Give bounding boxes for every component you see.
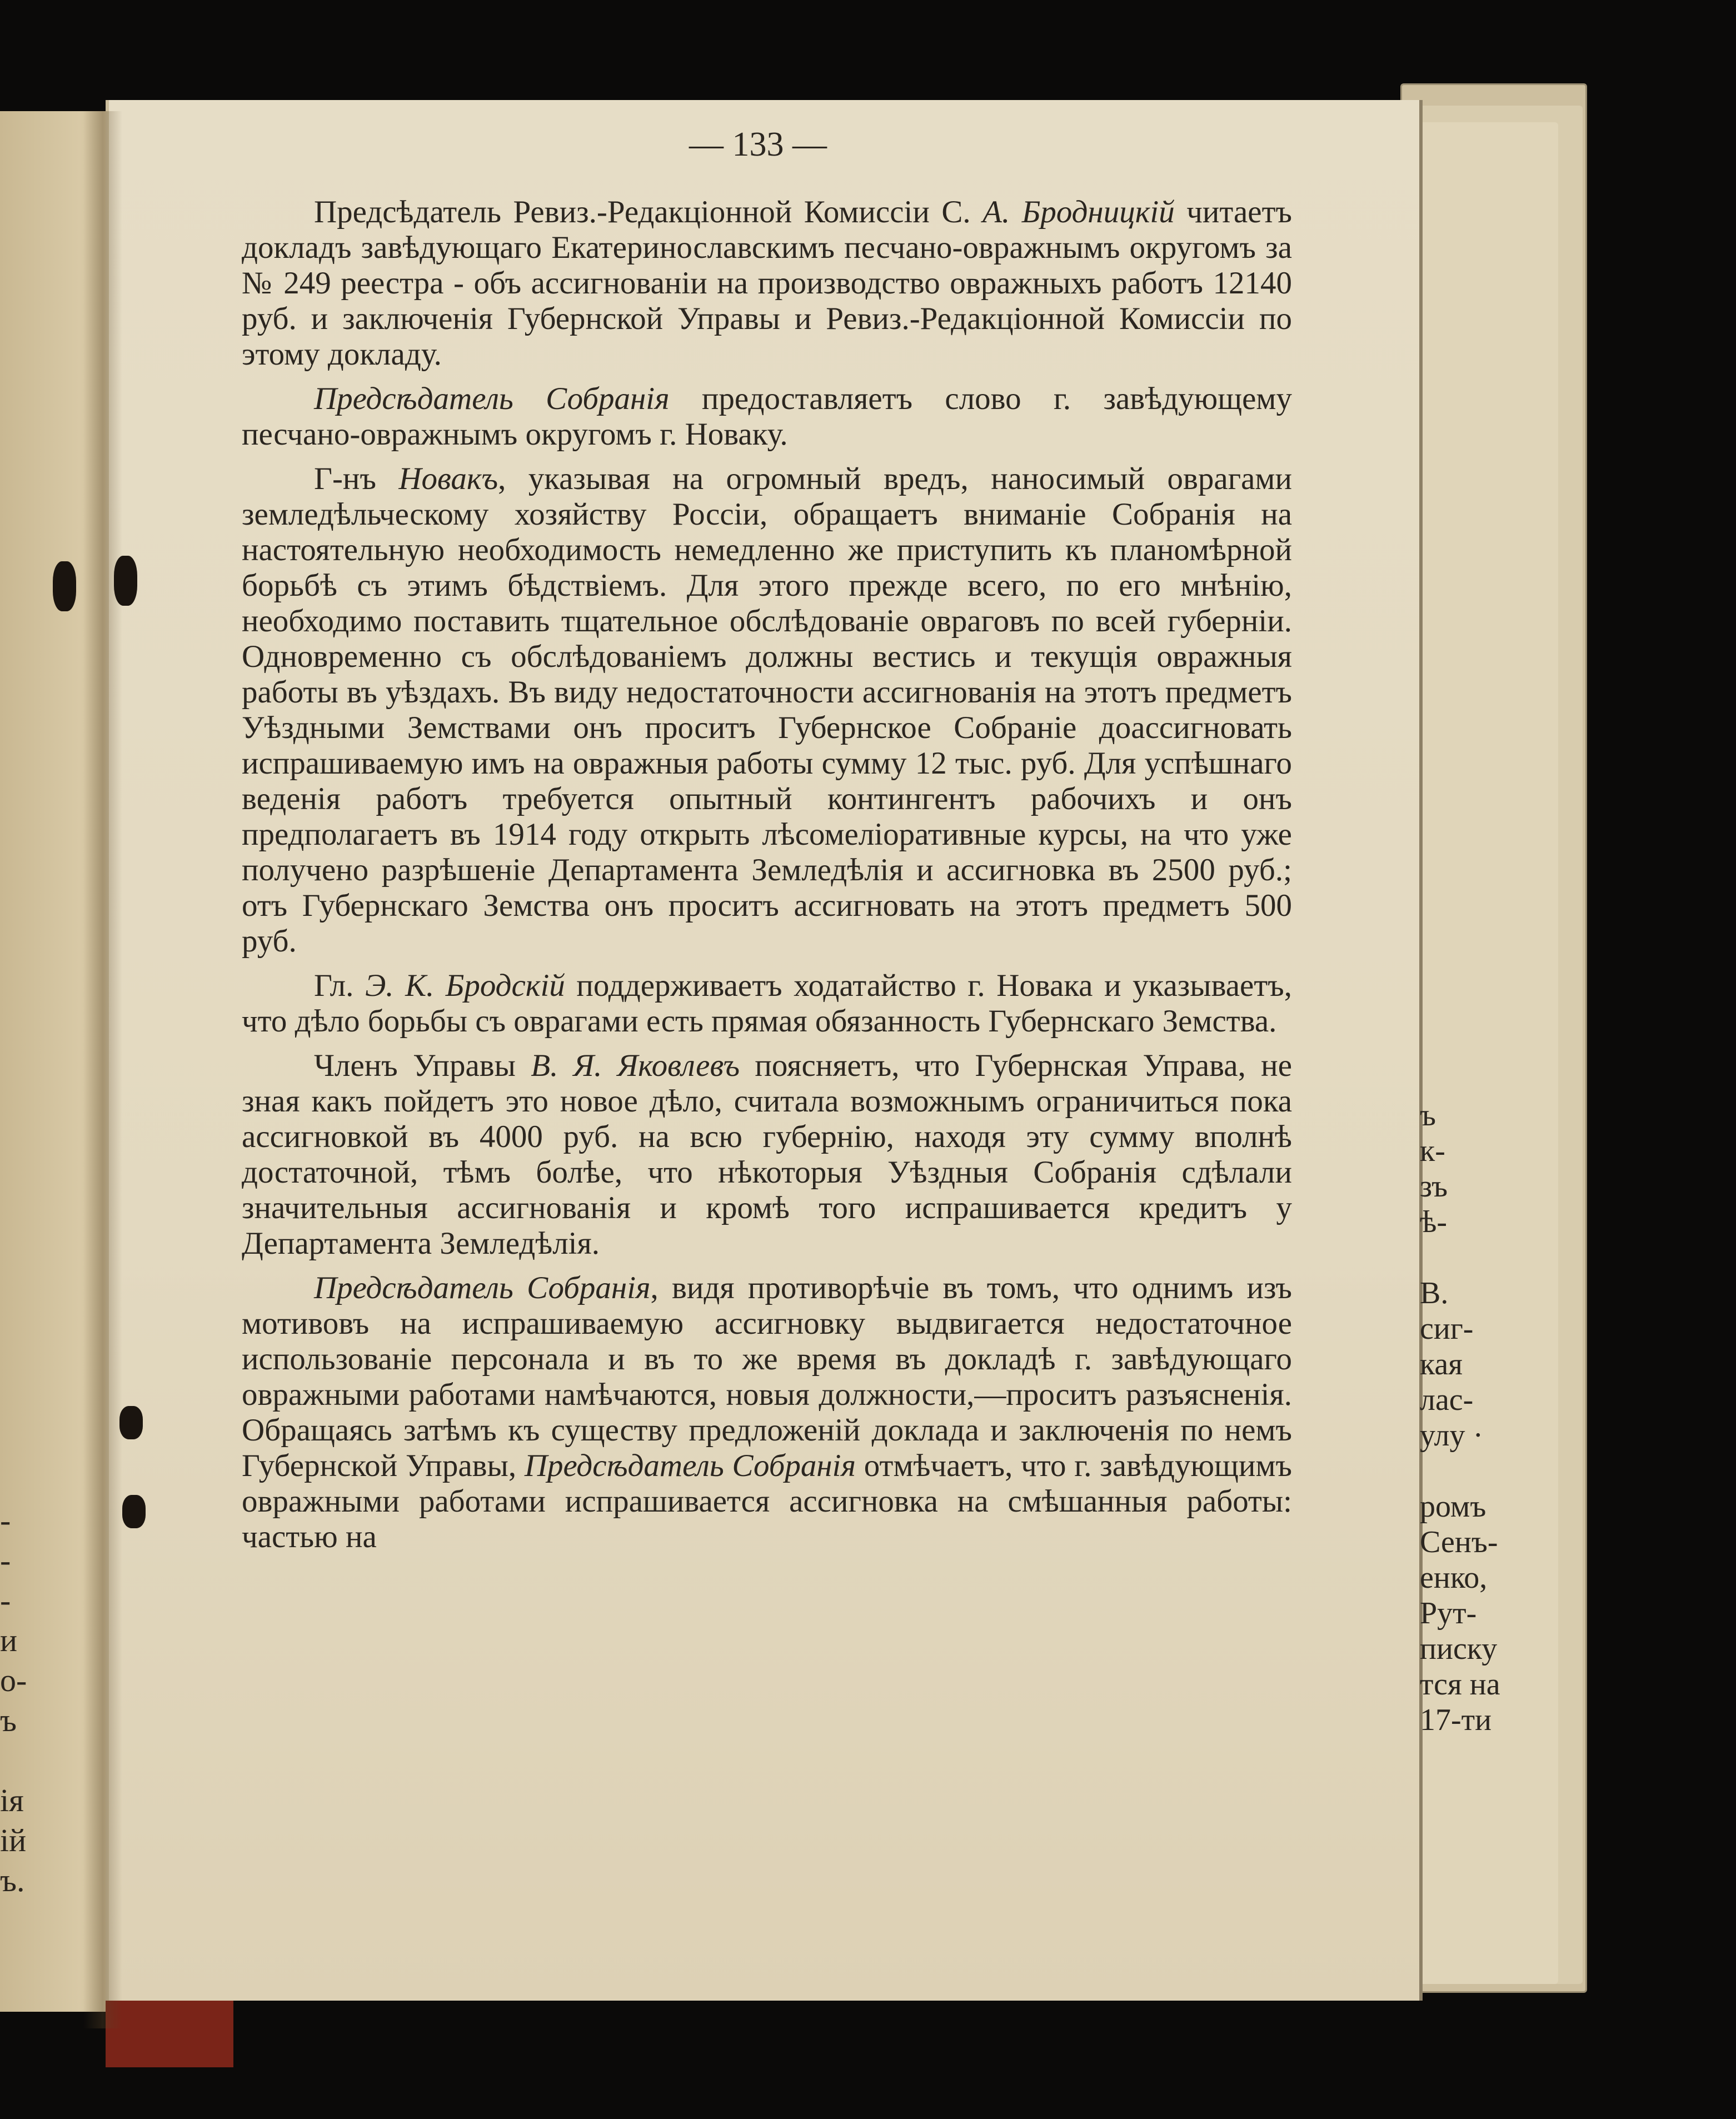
- text-run: поддерживаетъ ходатайство г. Новака и указываетъ, что дѣло борьбы съ оврагами есть прямая обязанность Губернскаго Земства.: [242, 968, 1292, 1039]
- left-page-fragment: и: [0, 1622, 18, 1658]
- right-page-fragment: зъ: [1420, 1169, 1448, 1204]
- italic-name: Предсѣдатель Собранія: [314, 1270, 651, 1305]
- paragraph: [242, 968, 1292, 1039]
- text-run: Гл.: [314, 968, 365, 1003]
- right-page-fragment: сиг-: [1420, 1312, 1474, 1346]
- paragraph: [242, 461, 1292, 959]
- left-page-fragment: ъ: [0, 1702, 17, 1738]
- binding-hole: [53, 561, 76, 611]
- left-page-fragment: -: [0, 1542, 11, 1578]
- paragraph: [242, 1048, 1292, 1262]
- paragraph: [242, 1270, 1292, 1555]
- text-run: поясняетъ, что Губернская Управа, не зная какъ пойдетъ это новое дѣло, считала возможнымъ ограничиться пока ассигновкой въ 4000 руб. на всю губернію, находя эту сумму вполнѣ достаточной, тѣмъ болѣе, что нѣкоторыя Уѣздныя Собранія сдѣлали значительныя ассигнованія и кромѣ того испрашивается кредитъ у Департамента Земледѣлія.: [242, 1048, 1292, 1261]
- left-page-fragment: о-: [0, 1662, 27, 1698]
- paragraph: [242, 195, 1292, 372]
- page-number: — 133 —: [689, 126, 827, 163]
- text-run: Предсѣдатель Ревиз.-Редакціонной Комиссіи С.: [314, 195, 983, 230]
- left-page-fragment: [0, 1741, 44, 1781]
- binding-hole: [114, 556, 137, 606]
- text-run: отмѣчаетъ, что г. завѣдующимъ овражными работами испрашивается ассигновка на смѣшанныя работы: частью на: [242, 1448, 1292, 1554]
- text-run: предоставляетъ слово г. завѣдующему песчано-овражнымъ округомъ г. Новаку.: [242, 381, 1292, 452]
- right-page-fragment: тся на: [1420, 1667, 1500, 1702]
- italic-name: В. Я. Яковлевъ: [531, 1048, 740, 1083]
- right-page-fragment: к-: [1420, 1134, 1445, 1168]
- right-page-fragment: [1420, 1453, 1542, 1489]
- right-page-fragment: [1420, 1240, 1542, 1275]
- left-page-fragments: [0, 1500, 44, 1901]
- text-run: , указывая на огромный вредъ, наносимый оврагами земледѣльческому хозяйству Россіи, обращаетъ вниманіе Собранія на настоятельную необходимость немедленно же приступить къ планомѣрной борьбѣ съ этимъ бѣдствіемъ. Для этого прежде всего, по его мнѣнію, необходимо поставить тщательное обслѣдованіе овраговъ по всей губерніи. Одновременно съ обслѣдованіемъ должны вестись и текущія овражныя работы въ уѣздахъ. Въ виду недостаточности ассигнованія на этотъ предметъ Уѣздными Земствами онъ проситъ Губернское Собраніе доассигновать испрашиваемую имъ на овражныя работы сумму 12 тыс. руб. Для успѣшнаго веденія работъ требуется опытный контингентъ рабочихъ и онъ предполагаетъ въ 1914 году открыть лѣсомеліоративные курсы, на что уже получено разрѣшеніе Департамента Земледѣлія и ассигновка въ 2500 руб.; отъ Губернскаго Земства онъ проситъ ассигновать на этотъ предметъ 500 руб.: [242, 461, 1292, 959]
- italic-name: Предсѣдатель Собранія: [524, 1448, 856, 1483]
- left-page-fragment: -: [0, 1502, 11, 1538]
- right-page-fragment: В.: [1420, 1276, 1449, 1310]
- italic-name: Предсѣдатель Собранія: [314, 381, 670, 416]
- text-run: , видя противорѣчіе въ томъ, что однимъ изъ мотивовъ на испрашиваемую ассигновку выдвигается недостаточное использованіе персонала и въ то же время въ докладѣ г. завѣдующаго овражными работами намѣчаются, новыя должности,—проситъ разъясненія. Обращаясь затѣмъ къ существу предложеній доклада и заключенія по немъ Губернской Управы,: [242, 1270, 1292, 1483]
- book-binding: [83, 111, 122, 2028]
- left-page-fragment: ія: [0, 1782, 24, 1818]
- right-page-fragment: ъ: [1420, 1098, 1436, 1133]
- text-run: читаетъ докладъ завѣдующаго Екатеринославскимъ песчано-овражнымъ округомъ за № 249 реестра - объ ассигнованіи на производство овражныхъ работъ 12140 руб. и заключенія Губернской Управы и Ревиз.-Редакціонной Комиссіи по этому докладу.: [242, 195, 1292, 372]
- binding-hole: [122, 1495, 146, 1528]
- right-page-fragment: ѣ-: [1420, 1205, 1448, 1239]
- right-page-fragment: енко,: [1420, 1560, 1488, 1595]
- right-page-fragment: Сенъ-: [1420, 1525, 1498, 1559]
- right-page-fragment: лас-: [1420, 1383, 1474, 1417]
- binding-hole: [119, 1406, 143, 1439]
- text-run: Г-нъ: [314, 461, 399, 496]
- italic-name: А. Бродницкій: [982, 195, 1175, 230]
- right-page-fragment: ромъ: [1420, 1489, 1486, 1524]
- right-page-fragments: [1420, 1098, 1542, 1738]
- right-page-fragment: писку: [1420, 1632, 1498, 1666]
- right-page-fragment: Рут-: [1420, 1596, 1477, 1631]
- text-run: Членъ Управы: [314, 1048, 531, 1083]
- italic-name: Э. К. Бродскій: [365, 968, 565, 1003]
- paragraph: [242, 381, 1292, 452]
- right-page-fragment: улу ·: [1420, 1418, 1484, 1453]
- left-page-fragment: ій: [0, 1822, 27, 1858]
- left-page-fragment: ъ.: [0, 1862, 25, 1898]
- right-page-fragment: 17-ти: [1420, 1703, 1492, 1737]
- body-text: [242, 195, 1292, 1564]
- italic-name: Новакъ: [398, 461, 498, 496]
- left-page-fragment: -: [0, 1582, 11, 1618]
- right-page-fragment: кая: [1420, 1347, 1463, 1382]
